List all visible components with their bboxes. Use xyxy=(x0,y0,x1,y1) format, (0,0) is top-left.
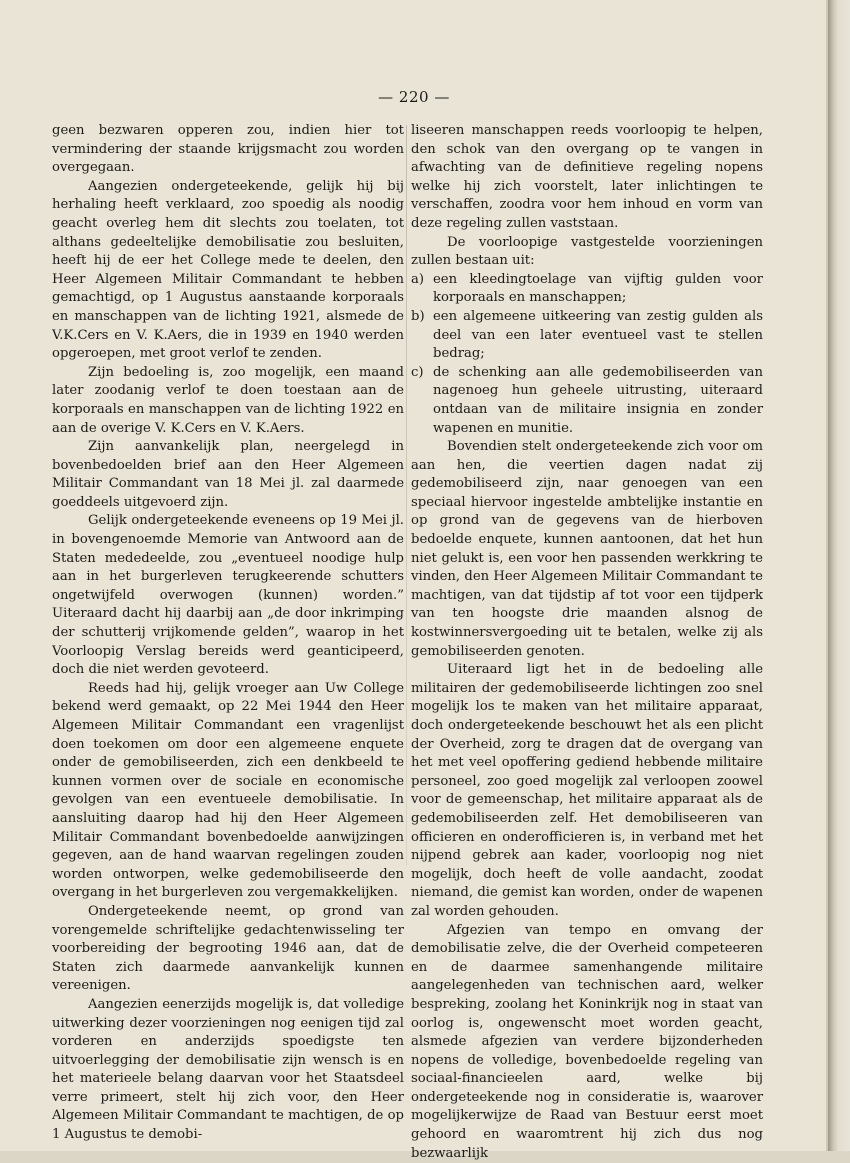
list-item xyxy=(411,364,763,438)
list-item-text: een algemeene uitkeering van zestig gulden als deel van een later eventueel vast te stellen bedrag; xyxy=(433,308,763,362)
paragraph: Afgezien van tempo en omvang der demobilisatie zelve, die der Overheid competeeren en de daarmee samenhangende militaire aangelegenheden van technischen aard, welker bespreking, zoolang het Koninkrijk nog in staat van oorlog is, ongewenscht moet worden geacht, alsmede afgezien van verdere bijzonderheden nopens de volledige, bovenbedoelde regeling van sociaal-financieelen aard, welke bij ondergeteekende nog in consideratie is, waarover mogelijkerwijze de Raad van Bestuur eerst moet gehoord en waaromtrent hij zich dus nog bezwaarlijk xyxy=(411,922,763,1161)
paragraph: Aangezien ondergeteekende, gelijk hij bij herhaling heeft verklaard, zoo spoedig als noodig geacht overleg hem dit slechts zou toelaten, tot althans gedeeltelijke demobilisatie zou besluiten, heeft hij de eer het College mede te deelen, den Heer Algemeen Militair Commandant te hebben gemachtigd, op 1 Augustus aanstaande korporaals en manschappen van de lichting 1921, alsmede de V.K.Cers en V. K.Aers, die in 1939 en 1940 werden opgeroepen, met groot verlof te zenden. xyxy=(52,178,404,362)
paragraph: De voorloopige vastgestelde voorzieningen zullen bestaan uit: xyxy=(411,234,763,269)
paragraph: geen bezwaren opperen zou, indien hier tot vermindering der staande krijgsmacht zou worden overgegaan. xyxy=(52,123,404,176)
list-item xyxy=(411,271,763,308)
paragraph: Aangezien eenerzijds mogelijk is, dat volledige uitwerking dezer voorzieningen nog eenigen tijd zal vorderen en anderzijds spoedigste ten uitvoerlegging der demobilisatie zijn wensch is en het materieele belang daarvan voor het Staatsdeel verre primeert, stelt hij zich voor, den Heer Algemeen Militair Commandant te machtigen, de op 1 Augustus te demobi- xyxy=(52,996,404,1143)
list-item xyxy=(411,308,763,364)
column-divider xyxy=(406,125,407,865)
paragraph: Zijn bedoeling is, zoo mogelijk, een maand later zoodanig verlof te doen toestaan aan de korporaals en manschappen van de lichting 1922 en aan de overige V. K.Cers en V. K.Aers. xyxy=(52,364,404,436)
paragraph: Gelijk ondergeteekende eveneens op 19 Mei jl. in bovengenoemde Memorie van Antwoord aan de Staten mededeelde, zou „eventueel noodige hulp aan in het burgerleven terugkeerende schutters ongetwijfeld overwogen (kunnen) worden.” Uiteraard dacht hij daarbij aan „de door inkrimping der schutterij vrijkomende gelden”, waarop in het Voorloopig Verslag bereids werd geanticipeerd, doch die niet werden gevoteerd. xyxy=(52,513,404,678)
page-edge xyxy=(828,0,850,1151)
page-number: — 220 — xyxy=(378,88,450,106)
right-column xyxy=(411,122,763,1163)
list-item-text: de schenking aan alle gedemobiliseerden van nagenoeg hun geheele uitrusting, uiteraard ontdaan van de militaire insignia en zonder wapenen en munitie. xyxy=(433,364,763,436)
paragraph: Uiteraard ligt het in de bedoeling alle militairen der gedemobiliseerde lichtingen zoo snel mogelijk los te maken van het militaire apparaat, doch ondergeteekende beschouwt het als een plicht der Overheid, zorg te dragen dat de overgang van het met veel opoffering gediend hebbende militaire personeel, zoo goed mogelijk zal verloopen zoowel voor de gemeenschap, het militaire apparaat als de gedemobiliseerden zelf. Het demobiliseeren van officieren en onderofficieren is, in verband met het nijpend gebrek aan kader, voorloopig nog niet mogelijk, doch heeft de volle aandacht, zoodat niemand, die gemist kan worden, onder de wapenen zal worden gehouden. xyxy=(411,662,763,919)
list-marker: b) xyxy=(411,308,425,324)
list-marker: c) xyxy=(411,364,424,380)
left-column xyxy=(52,122,404,1145)
paragraph: liseeren manschappen reeds voorloopig te helpen, den schok van den overgang op te vangen in afwachting van de definitieve regeling nopens welke hij zich voorstelt, later inlichtingen te verschaffen, zoodra voor hem inhoud en vorm van deze regeling zullen vaststaan. xyxy=(411,123,763,231)
paragraph: Reeds had hij, gelijk vroeger aan Uw College bekend werd gemaakt, op 22 Mei 1944 den Heer Algemeen Militair Commandant een vragenlijst doen toekomen om door een algemeene enquete onder de gemobiliseerden, zich een denkbeeld te kunnen vormen over de sociale en economische gevolgen van een eventueele demobilisatie. In aansluiting daarop had hij den Heer Algemeen Militair Commandant bovenbedoelde aanwijzingen gegeven, aan de hand waarvan regelingen zouden worden ontworpen, welke gedemobiliseerde den overgang in het burgerleven zou vergemakkelijken. xyxy=(52,680,404,901)
paragraph: Zijn aanvankelijk plan, neergelegd in bovenbedoelden brief aan den Heer Algemeen Militair Commandant van 18 Mei jl. zal daarmede goeddeels uitgevoerd zijn. xyxy=(52,439,404,510)
paragraph: Ondergeteekende neemt, op grond van vorengemelde schriftelijke gedachtenwisseling ter voorbereiding der begrooting 1946 aan, dat de Staten zich daarmede aanvankelijk kunnen vereenigen. xyxy=(52,903,404,994)
paragraph: Bovendien stelt ondergeteekende zich voor om aan hen, die veertien dagen nadat zij gedemobiliseerd zijn, naar genoegen van een speciaal hiervoor ingestelde ambtelijke instantie en op grond van de gegevens van de hierboven bedoelde enquete, kunnen aantoonen, dat het hun niet gelukt is, een voor hen passenden werkkring te vinden, den Heer Algemeen Militair Commandant te machtigen, van dat tijdstip af tot voor een tijdperk van ten hoogste drie maanden alsnog de kostwinnersvergoeding uit te betalen, welke zij als gemobiliseerden genoten. xyxy=(411,439,763,659)
list-marker: a) xyxy=(411,271,425,287)
list-item-text: een kleedingtoelage van vijftig gulden voor korporaals en manschappen; xyxy=(433,271,763,306)
